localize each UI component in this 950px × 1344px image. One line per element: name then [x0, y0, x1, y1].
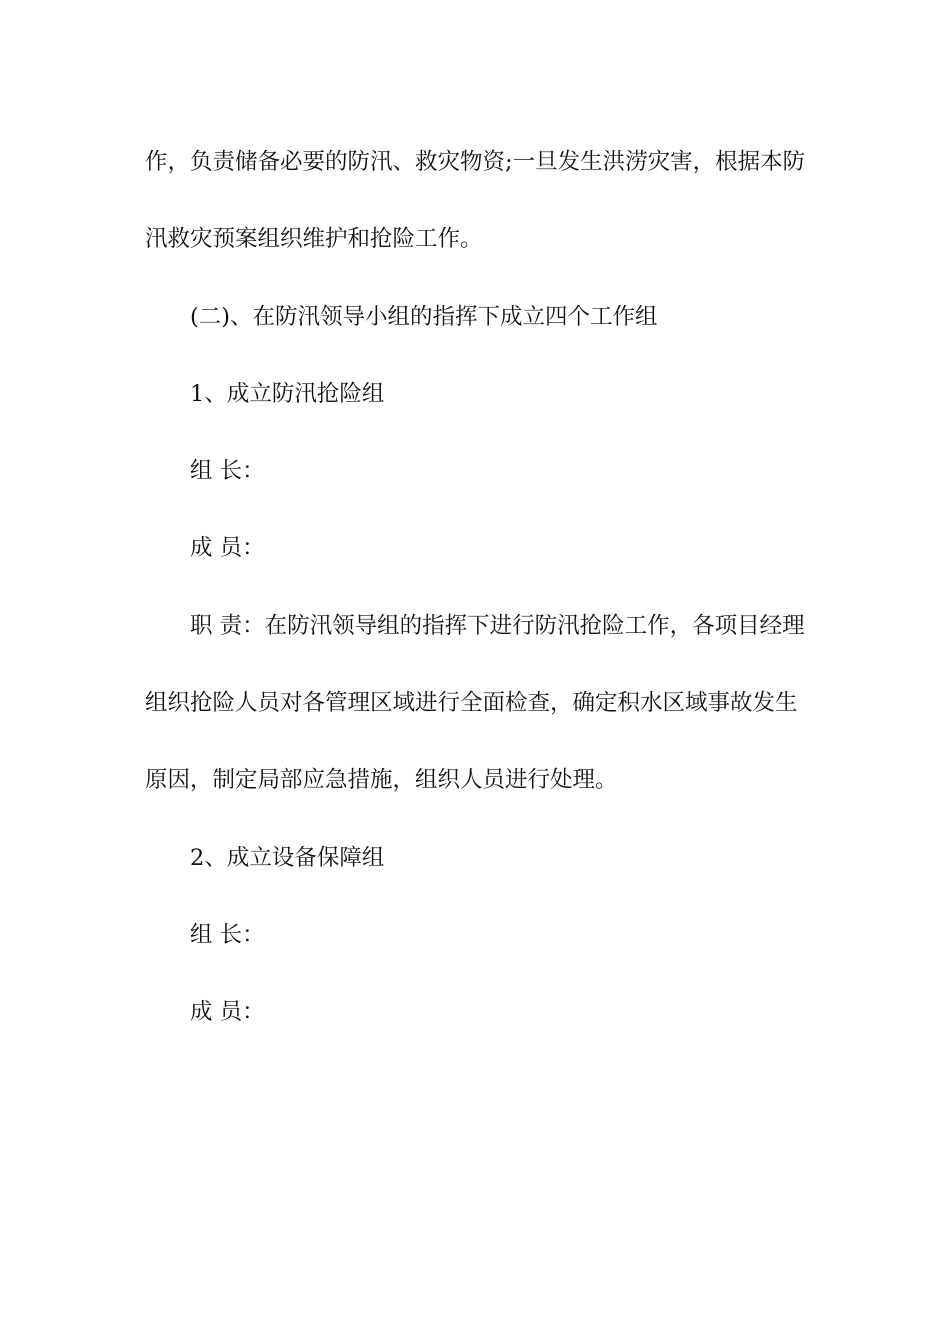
members-label: 成 员：: [190, 535, 265, 562]
duties-line: 职 责：在防汛领导组的指挥下进行防汛抢险工作，各项目经理: [190, 612, 805, 639]
document-body: [145, 124, 810, 1052]
paragraph-line: 作，负责储备必要的防汛、救灾物资;一旦发生洪涝灾害，根据本防: [145, 149, 806, 175]
paragraph-line: 汛救灾预案组织维护和抢险工作。: [145, 226, 483, 253]
paragraph-line: 原因，制定局部应急措施，组织人员进行处理。: [145, 767, 618, 794]
leader-label: 组 长：: [190, 458, 265, 485]
leader-label: 组 长：: [190, 921, 265, 948]
subsection-heading: 1、成立防汛抢险组: [190, 380, 385, 407]
members-label: 成 员：: [190, 999, 265, 1026]
paragraph-line: 组织抢险人员对各管理区域进行全面检查，确定积水区域事故发生: [145, 690, 798, 717]
subsection-heading: 2、成立设备保障组: [190, 844, 385, 871]
section-heading: (二)、在防汛领导小组的指挥下成立四个工作组: [190, 303, 658, 330]
